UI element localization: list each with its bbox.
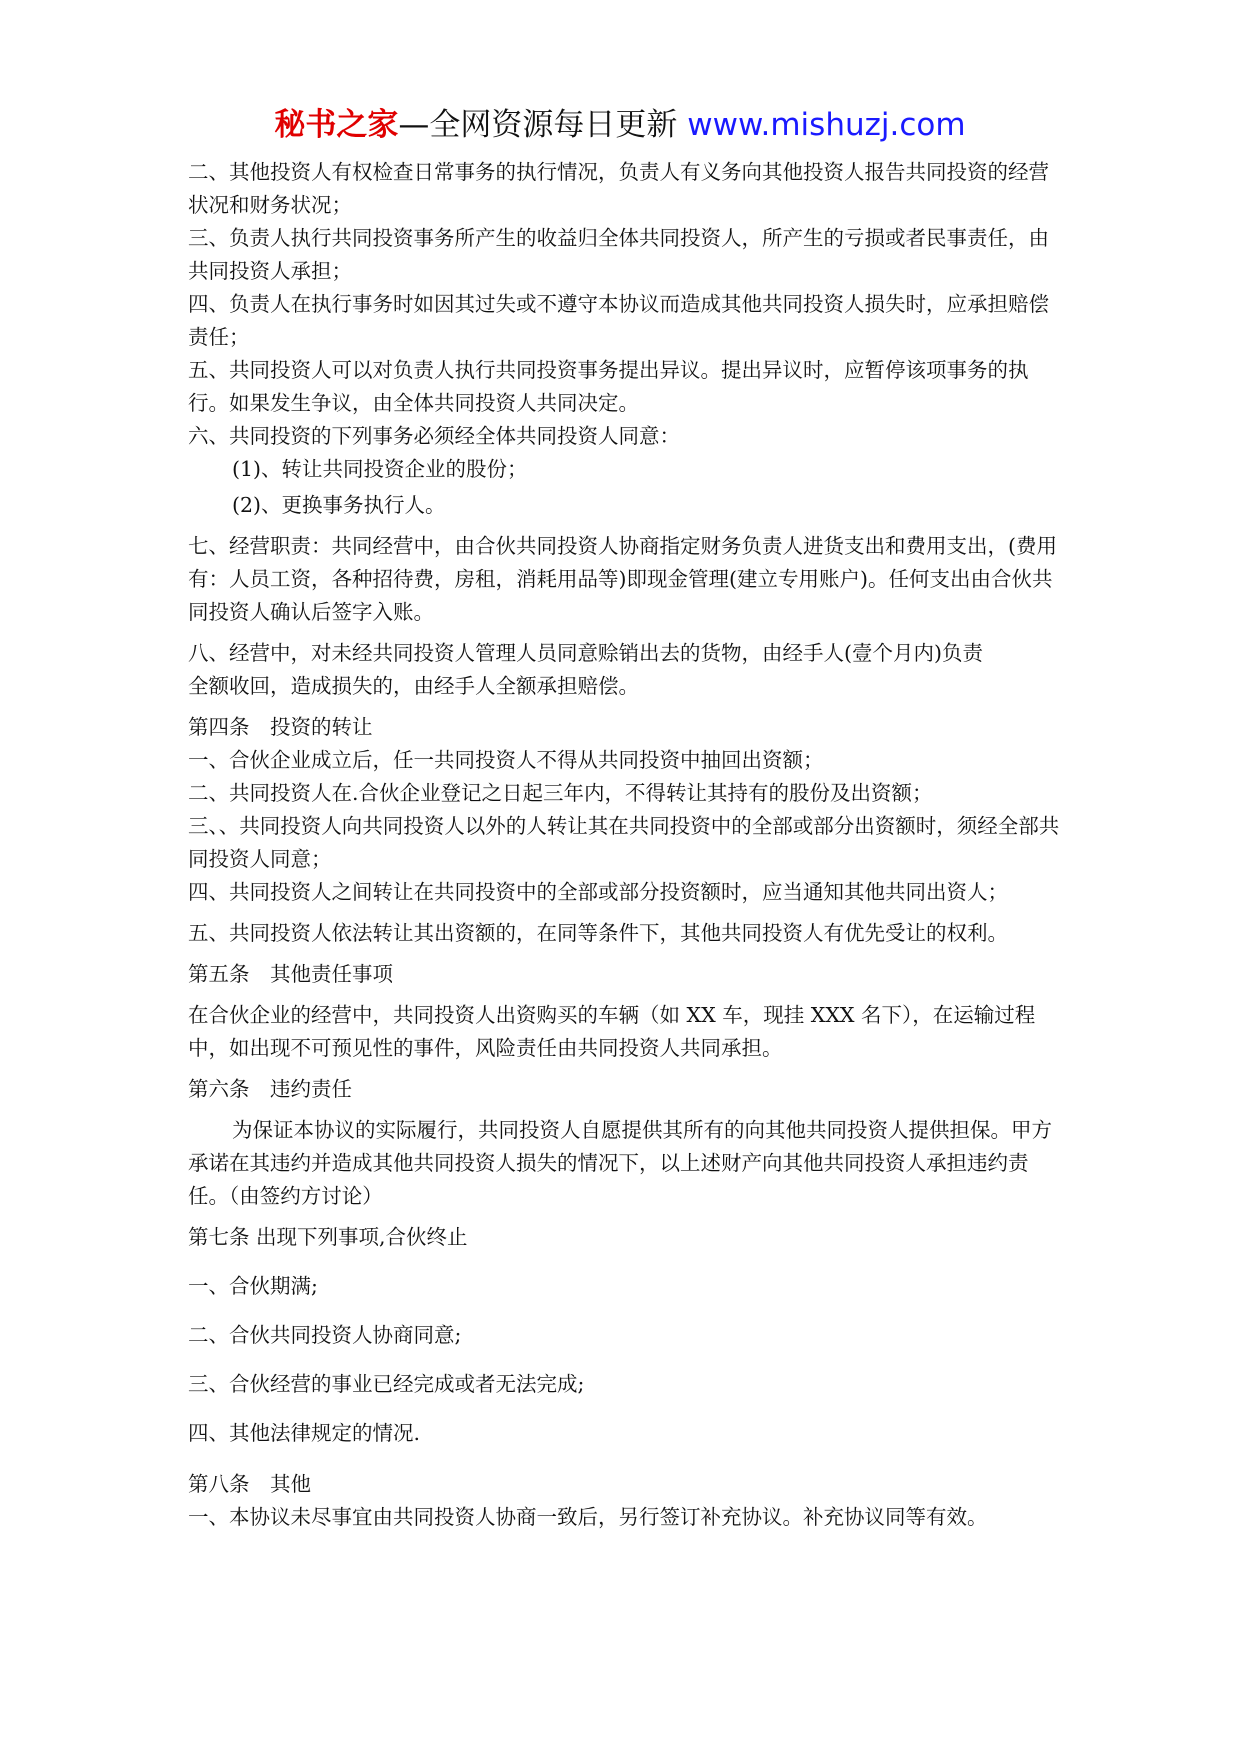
paragraph: 七、经营职责：共同经营中，由合伙共同投资人协商指定财务负责人进货支出和费用支出，(费用有：人员工资，各种招待费，房租，消耗用品等)即现金管理(建立专用账户)。任何支出由合伙共同投资人确认后签字入账。 xyxy=(188,534,1057,624)
paragraph: 五、共同投资人依法转让其出资额的，在同等条件下，其他共同投资人有优先受让的权利。 xyxy=(188,921,1008,945)
list-item: 一、合伙期满; xyxy=(188,1274,318,1298)
section-heading: 第七条 出现下列事项,合伙终止 xyxy=(188,1225,468,1249)
header-url-link[interactable]: www.mishuzj.com xyxy=(687,107,966,143)
paragraph: 三、、共同投资人向共同投资人以外的人转让其在共同投资中的全部或部分出资额时，须经全部共同投资人同意； xyxy=(188,814,1060,871)
paragraph: 三、负责人执行共同投资事务所产生的收益归全体共同投资人，所产生的亏损或者民事责任，由共同投资人承担； xyxy=(188,226,1049,283)
list-item: (1)、转让共同投资企业的股份； xyxy=(232,457,528,481)
list-item: 二、合伙共同投资人协商同意; xyxy=(188,1323,462,1347)
section-heading: 第四条 投资的转让 xyxy=(188,715,373,739)
list-item: 四、其他法律规定的情况. xyxy=(188,1421,421,1445)
list-item: (2)、更换事务执行人。 xyxy=(232,493,446,517)
paragraph: 全额收回，造成损失的，由经手人全额承担赔偿。 xyxy=(188,674,639,698)
header-brand: 秘书之家 xyxy=(274,107,399,143)
paragraph: 为保证本协议的实际履行，共同投资人自愿提供其所有的向其他共同投资人提供担保。甲方承诺在其违约并造成其他共同投资人损失的情况下，以上述财产向其他共同投资人承担违约责任。（由签约方讨论） xyxy=(188,1118,1052,1208)
section-heading: 第六条 违约责任 xyxy=(188,1077,352,1101)
paragraph: 四、负责人在执行事务时如因其过失或不遵守本协议而造成其他共同投资人损失时，应承担赔偿责任； xyxy=(188,292,1049,349)
section-heading: 第八条 其他 xyxy=(188,1472,311,1496)
paragraph: 在合伙企业的经营中，共同投资人出资购买的车辆（如 XX 车，现挂 XXX 名下），在运输过程中，如出现不可预见性的事件，风险责任由共同投资人共同承担。 xyxy=(188,1003,1036,1060)
paragraph: 二、其他投资人有权检查日常事务的执行情况，负责人有义务向其他投资人报告共同投资的经营状况和财务状况； xyxy=(188,160,1049,217)
paragraph: 一、合伙企业成立后，任一共同投资人不得从共同投资中抽回出资额； xyxy=(188,748,824,772)
document-body xyxy=(188,156,1068,1534)
paragraph: 八、经营中，对未经共同投资人管理人员同意赊销出去的货物，由经手人(壹个月内)负责 xyxy=(188,641,983,665)
header-slogan: —全网资源每日更新 xyxy=(398,107,688,143)
paragraph: 四、共同投资人之间转让在共同投资中的全部或部分投资额时，应当通知其他共同出资人； xyxy=(188,880,1008,904)
paragraph: 二、共同投资人在.合伙企业登记之日起三年内，不得转让其持有的股份及出资额； xyxy=(188,781,933,805)
list-item: 三、合伙经营的事业已经完成或者无法完成; xyxy=(188,1372,585,1396)
paragraph: 五、共同投资人可以对负责人执行共同投资事务提出异议。提出异议时，应暂停该项事务的执行。如果发生争议，由全体共同投资人共同决定。 xyxy=(188,358,1029,415)
paragraph: 六、共同投资的下列事务必须经全体共同投资人同意： xyxy=(188,424,680,448)
paragraph: 一、本协议未尽事宜由共同投资人协商一致后，另行签订补充协议。补充协议同等有效。 xyxy=(188,1505,988,1529)
section-heading: 第五条 其他责任事项 xyxy=(188,962,393,986)
site-header xyxy=(0,100,1240,150)
